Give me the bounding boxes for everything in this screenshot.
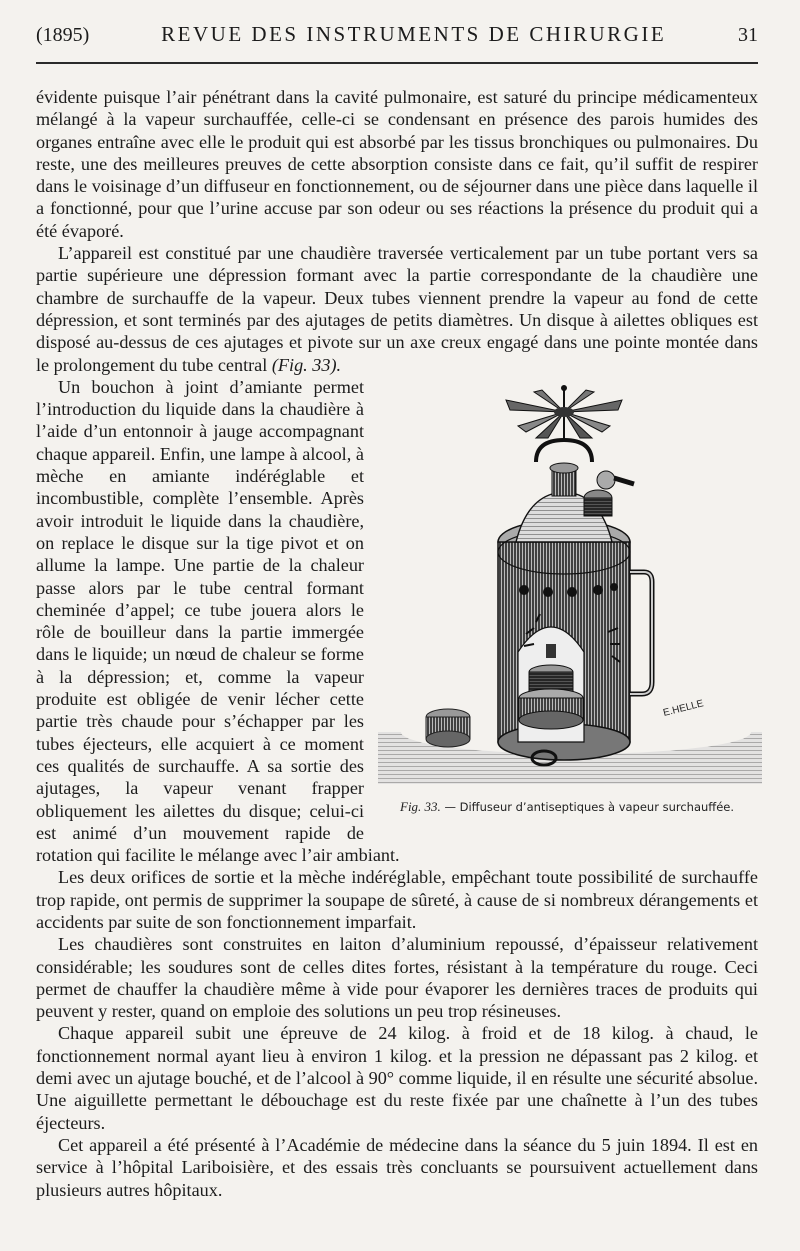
engraver-signature: E.HELLE [662, 698, 705, 719]
figure-reference: (Fig. 33). [271, 354, 342, 375]
header-rule [36, 62, 758, 64]
figure-caption-text: — Diffuseur d’antiseptiques à vapeur surchauffée. [444, 799, 735, 814]
paragraph-7: Cet appareil a été présenté à l’Académie de médecine dans la séance du 5 juin 1894. Il est en service à l’hôpital Lariboisière, et des essais très concluants se poursuivent actuellement dans plusieurs autres hôpitaux. [36, 1134, 758, 1200]
paragraph-1: évidente puisque l’air pénétrant dans la cavité pulmonaire, est saturé du principe médicamenteux mélangé à la vapeur surchauffée, celle-ci se condensant en présence des parois humides des organes entraîne avec elle le produit qui est absorbé par les tissus bronchiques ou pulmonaires. Du reste, une des meilleures preuves de cette absorption consiste dans ce fait, qu’il suffit de respirer dans le voisinage d’un diffuseur en fonctionnement, ou de séjourner dans une pièce dans laquelle il a fonctionné, pour que l’urine accuse par son odeur ou ses réactions la présence du produit qui a été évaporé. [36, 87, 758, 241]
figure-caption [400, 796, 734, 818]
paragraph-2 [36, 242, 758, 376]
diffuser-illustration [376, 382, 764, 822]
figure-33 [376, 382, 764, 822]
boiler-dome [516, 440, 634, 542]
paragraph-2-text: L’appareil est constitué par une chaudière traversée verticalement par un tube portant vers sa partie supérieure une dépression formant avec la partie correspondante de la chaudière une chambre de surchauffe de la vapeur. Deux tubes viennent prendre la vapeur au fond de cette dépression, et sont terminés par des ajutages de petits diamètres. Un disque à ailettes obliques est disposé au-dessus de ces ajutages et pivote sur un axe creux engagé dans une pointe montée dans le prolongement du tube central [36, 243, 758, 375]
figure-label: Fig. 33. [400, 798, 441, 814]
article-body [36, 86, 758, 1201]
header-year: (1895) [36, 24, 90, 46]
paragraph-3: Un bouchon à joint d’amiante permet l’introduction du liquide dans la chaudière à l’aide d’un entonnoir à jauge accompagnant chaque appareil. Enfin, une lampe à alcool, à mèche en amiante indéréglable et incombustible, complète l’ensemble. Après avoir introduit le liquide dans la chaudière, on replace le disque sur la tige pivot et on allume la lampe. Une partie de la chaleur passe alors par le tube central formant cheminée d’appel; ce tube jouera alors le rôle de bouilleur dans la partie immergée dans le liquide; un nœud de chaleur se forme à la dépression; et, comme la vapeur produite est obligée de venir lécher cette partie très chaude pour s’échapper par les tubes éjecteurs, elle acquiert à ce moment ces qualités de surchauffe. A sa sortie des ajutages, la vapeur venant frapper obliquement les ailettes du disque; celui-ci est animé d’un mouvement rapide de rotation qui facilite le mélange avec l’air ambiant. [36, 376, 400, 866]
finned-disk [506, 385, 622, 442]
page-number: 31 [737, 24, 758, 46]
paragraph-6: Chaque appareil subit une épreuve de 24 kilog. à froid et de 18 kilog. à chaud, le fonctionnement normal ayant lieu à environ 1 kilog. et la pression ne dépassant pas 2 kilog. et demi avec un ajutage bouché, et de l’alcool à 90° comme liquide, il en résulte une sécurité absolue. Une aiguillette permettant le débouchage est du reste fixée par une chaînette à l’un des tubes éjecteurs. [36, 1023, 758, 1133]
running-header [36, 22, 758, 56]
lamp-cap [426, 709, 470, 747]
paragraph-5: Les chaudières sont construites en laiton d’aluminium repoussé, d’épaisseur relativement considérable; les soudures sont de celles dites fortes, résistant à la température du rouge. Ceci permet de chauffer la chaudière même à vide pour évaporer les dernières traces de produits qui peuvent y rester, quand on emploie des solutions un peu trop résineuses. [36, 934, 758, 1022]
header-title: REVUE DES INSTRUMENTS DE CHIRURGIE [161, 22, 667, 46]
paragraph-4: Les deux orifices de sortie et la mèche indéréglable, empêchant toute possibilité de surchauffe trop rapide, ont permis de supprimer la soupape de sûreté, à cause de si nombreux dérangements et accidents par suite de son fonctionnement imparfait. [36, 867, 758, 932]
